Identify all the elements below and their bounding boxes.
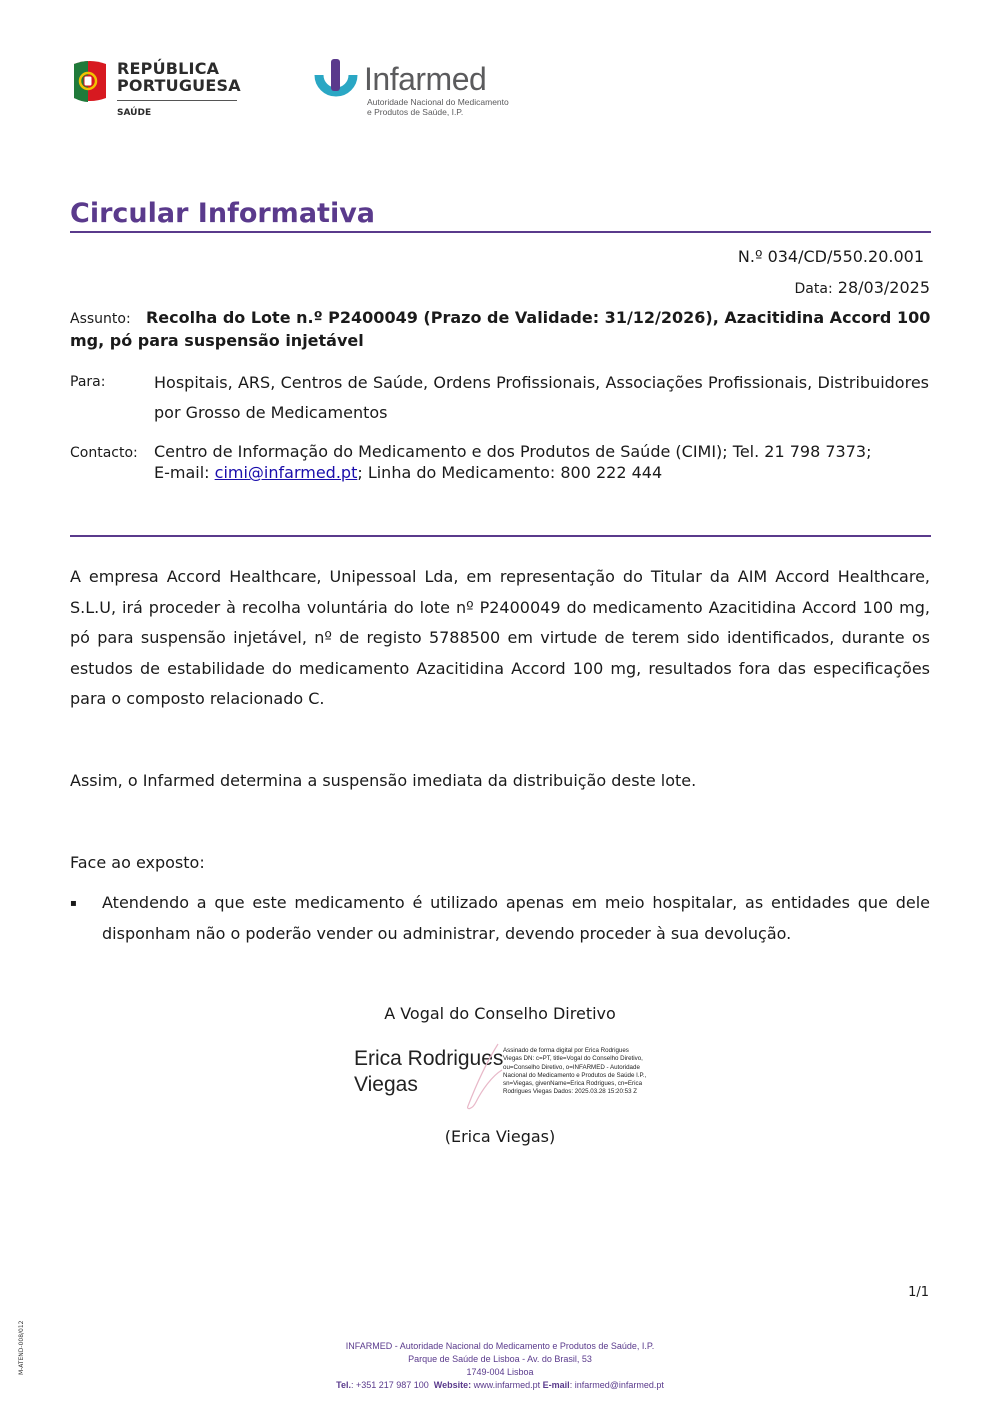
rp-line1: REPÚBLICA [117,59,220,78]
portugal-flag-emblem [70,58,110,106]
logo-divider [117,100,237,101]
digital-signature-name: Erica Rodrigues Viegas [354,1047,504,1096]
contact-label: Contacto: [70,445,138,461]
contact-text [154,441,934,483]
digital-signature-details: Assinado de forma digital por Erica Rodrigues Viegas DN: c=PT, title=Vogal do Conselho Diretivo, ou=Conselho Diretivo, o=INFARMED - Autoridade Nacional do Medicamento e Produtos de Saúde I.P., sn=Viegas, givenName=Erica Rodrigues, cn=Erica Rodrigues Viegas Dados: 2025.03.28 15:20:53 Z [503,1047,647,1096]
contact-email-link[interactable]: cimi@infarmed.pt [214,463,358,482]
subject-text: Recolha do Lote n.º P2400049 (Prazo de Validade: 31/12/2026), Azacitidina Accord 100 mg, pó para suspensão injetável [70,308,931,350]
signature-scrawl [458,1040,508,1112]
republica-portuguesa-logo-text [117,60,241,94]
date-line [795,278,930,297]
circular-number: N.º 034/CD/550.20.001 [737,247,924,266]
form-code: M-ATEND-008/012 [18,1320,25,1375]
date-value: 28/03/2025 [837,278,930,297]
contact-line2: E-mail: cimi@infarmed.pt; Linha do Medicamento: 800 222 444 [154,463,663,482]
bullet-square-icon: ▪ [70,898,77,909]
subject-block [70,307,931,352]
footer-line3: 1749-004 Lisboa [466,1367,534,1377]
infarmed-logo-icon [313,57,359,107]
footer-line2: Parque de Saúde de Lisboa - Av. do Brasil, 53 [408,1354,592,1364]
signatory-role: A Vogal do Conselho Diretivo [384,1004,616,1023]
rp-line2: PORTUGUESA [117,76,241,95]
signatory-printed-name: (Erica Viegas) [444,1127,556,1146]
title-rule [70,231,931,233]
footer [0,1340,1000,1392]
body-paragraph-1: A empresa Accord Healthcare, Unipessoal Lda, em representação do Titular da AIM Accord Healthcare, S.L.U, irá proceder à recolha voluntária do lote nº P2400049 do medicamento Azacitidina Accord 100 mg, pó para suspensão injetável, nº de registo 5788500 em virtude de terem sido identificados, durante os estudos de estabilidade do medicamento Azacitidina Accord 100 mg, resultados fora das especificações para o composto relacionado C. [70,567,930,708]
subject-label: Assunto: [70,311,131,327]
contact-line1: Centro de Informação do Medicamento e dos Produtos de Saúde (CIMI); Tel. 21 798 7373; [154,442,872,461]
footer-contacts: Tel.: +351 217 987 100 Website: www.infarmed.pt E-mail: infarmed@infarmed.pt [336,1380,664,1390]
footer-line1: INFARMED - Autoridade Nacional do Medicamento e Produtos de Saúde, I.P. [345,1341,655,1351]
body-paragraph-2: Assim, o Infarmed determina a suspensão imediata da distribuição deste lote. [70,771,697,790]
infarmed-tagline: Autoridade Nacional do Medicamento e Produtos de Saúde, I.P. [367,97,509,117]
document-title: Circular Informativa [70,198,376,229]
section-rule [70,535,931,537]
body-paragraph-3: Face ao exposto: [70,853,205,872]
date-label: Data: [794,281,833,297]
bullet-item: Atendendo a que este medicamento é utilizado apenas em meio hospitalar, as entidades que dele disponham não o poderão vender ou administrar, devendo proceder à sua devolução. [102,893,930,943]
to-label: Para: [70,374,106,390]
infarmed-wordmark: Infarmed [364,61,487,97]
rp-saude-label: SAÚDE [117,108,152,118]
page-number: 1/1 [908,1285,929,1300]
to-recipients: Hospitais, ARS, Centros de Saúde, Ordens Profissionais, Associações Profissionais, Distribuidores por Grosso de Medicamentos [154,373,929,422]
